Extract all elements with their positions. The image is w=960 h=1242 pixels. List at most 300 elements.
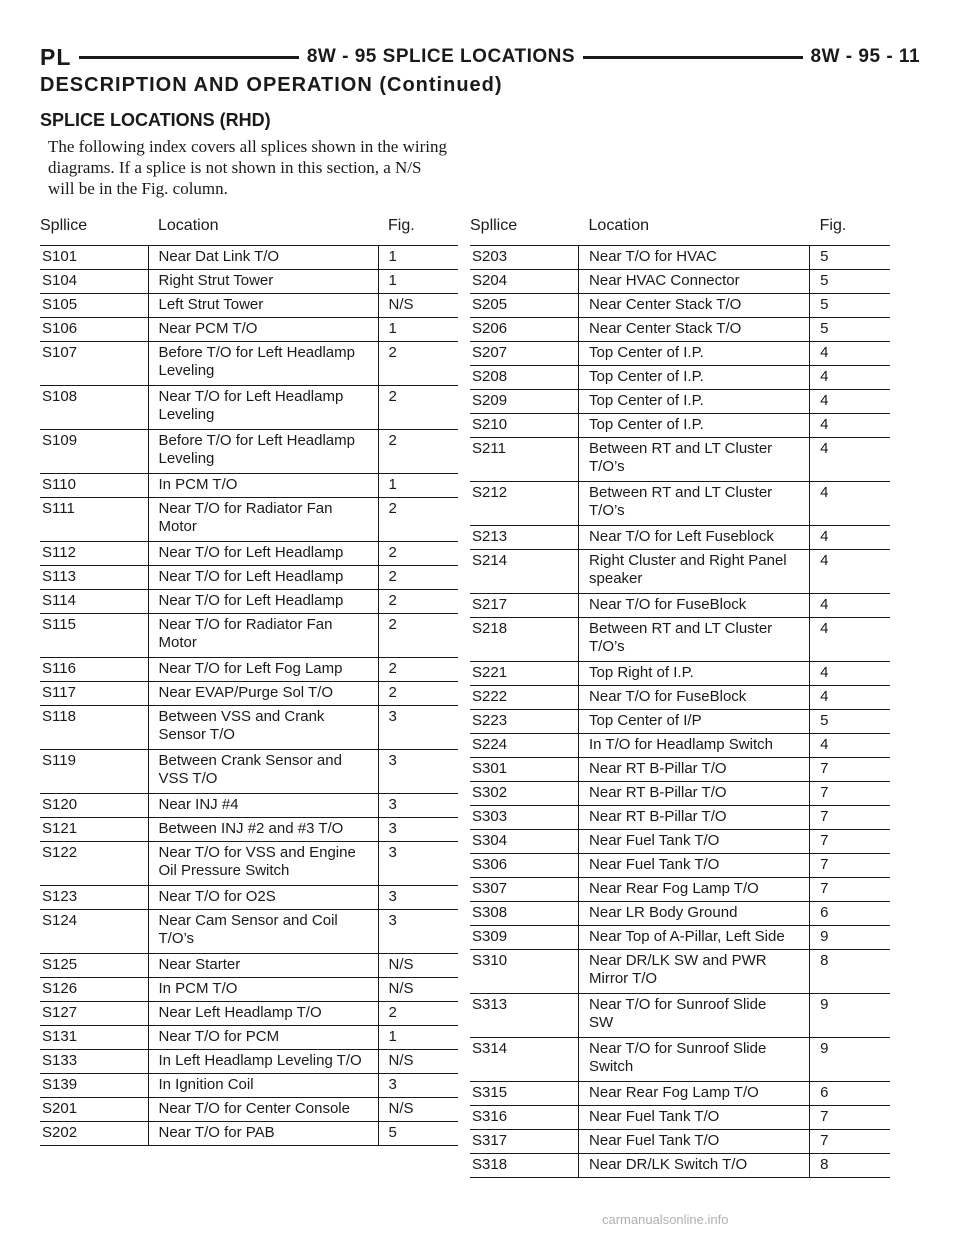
splice-id: S131 <box>40 1026 148 1050</box>
splice-id: S308 <box>470 902 579 926</box>
location-line: Near Center Stack T/O <box>589 320 742 337</box>
splice-location <box>579 294 810 318</box>
table-row <box>470 318 890 342</box>
table-row <box>470 1082 890 1106</box>
splice-location <box>579 318 810 342</box>
location-line: Top Center of I.P. <box>589 368 704 385</box>
location-line: Sensor T/O <box>158 726 235 743</box>
splice-id: S127 <box>40 1002 148 1026</box>
splice-id: S108 <box>40 386 148 430</box>
section-title: DESCRIPTION AND OPERATION (Continued) <box>40 74 503 96</box>
location-line: Near T/O for FuseBlock <box>589 688 747 705</box>
splice-id: S214 <box>470 550 579 594</box>
column-header-splice: Spllice <box>40 212 148 246</box>
table-row <box>470 246 890 270</box>
table-row <box>470 950 890 994</box>
splice-location <box>579 830 810 854</box>
location-line: Oil Pressure Switch <box>158 862 290 879</box>
splice-location <box>579 390 810 414</box>
table-row <box>470 830 890 854</box>
splice-id: S208 <box>470 366 579 390</box>
location-line: In T/O for Headlamp Switch <box>589 736 773 753</box>
splice-id: S221 <box>470 662 579 686</box>
table-row <box>40 474 458 498</box>
fig-number: 8 <box>810 1154 890 1178</box>
location-line: Near Center Stack T/O <box>589 296 742 313</box>
splice-location <box>579 758 810 782</box>
location-line: Right Strut Tower <box>158 272 274 289</box>
splice-id: S125 <box>40 954 148 978</box>
splice-id: S109 <box>40 430 148 474</box>
table-row <box>470 270 890 294</box>
fig-number: 2 <box>378 342 458 386</box>
location-line: Near T/O for Left Headlamp <box>158 544 344 561</box>
fig-number: 2 <box>378 658 458 682</box>
fig-number: 7 <box>810 830 890 854</box>
table-row <box>40 590 458 614</box>
splice-id: S205 <box>470 294 579 318</box>
fig-number: 6 <box>810 1082 890 1106</box>
table-row <box>40 954 458 978</box>
location-line: Near T/O for O2S <box>158 888 276 905</box>
splice-id: S111 <box>40 498 148 542</box>
location-line: Near EVAP/Purge Sol T/O <box>158 684 334 701</box>
splice-id: S207 <box>470 342 579 366</box>
header-page-number: 8W - 95 - 11 <box>810 46 921 67</box>
location-line: Near Starter <box>158 956 241 973</box>
table-row <box>40 294 458 318</box>
fig-number: 2 <box>378 682 458 706</box>
table-row <box>470 758 890 782</box>
header-rule-left <box>79 56 298 59</box>
splice-location <box>579 1106 810 1130</box>
location-line: Near Dat Link T/O <box>158 248 280 265</box>
splice-id: S309 <box>470 926 579 950</box>
table-row <box>40 1098 458 1122</box>
splice-id: S110 <box>40 474 148 498</box>
fig-number: 4 <box>810 662 890 686</box>
location-line: Before T/O for Left Headlamp <box>158 432 355 449</box>
splice-location <box>579 734 810 758</box>
table-row <box>40 498 458 542</box>
fig-number: 4 <box>810 594 890 618</box>
fig-number: 9 <box>810 1038 890 1082</box>
splice-location <box>579 550 810 594</box>
splice-id: S139 <box>40 1074 148 1098</box>
table-row <box>40 1026 458 1050</box>
splice-location <box>579 438 810 482</box>
splice-id: S213 <box>470 526 579 550</box>
location-line: Between RT and LT Cluster <box>589 484 773 501</box>
fig-number: 3 <box>378 910 458 954</box>
header-section: 8W - 95 SPLICE LOCATIONS <box>306 46 576 67</box>
splice-location <box>579 1038 810 1082</box>
splice-location <box>579 526 810 550</box>
fig-number: 3 <box>378 750 458 794</box>
location-line: In Left Headlamp Leveling T/O <box>158 1052 362 1069</box>
fig-number: N/S <box>378 954 458 978</box>
table-row <box>470 414 890 438</box>
splice-id: S107 <box>40 342 148 386</box>
table-row <box>470 782 890 806</box>
fig-number: 4 <box>810 414 890 438</box>
location-line: Near RT B-Pillar T/O <box>589 808 727 825</box>
splice-id: S307 <box>470 878 579 902</box>
table-row <box>40 706 458 750</box>
fig-number: 4 <box>810 390 890 414</box>
column-header-fig: Fig. <box>810 212 890 246</box>
splice-id: S212 <box>470 482 579 526</box>
location-line: Between RT and LT Cluster <box>589 620 773 637</box>
splice-location <box>148 842 378 886</box>
table-row <box>40 818 458 842</box>
splice-location <box>148 498 378 542</box>
splice-id: S304 <box>470 830 579 854</box>
fig-number: 3 <box>378 842 458 886</box>
location-line: Near Top of A-Pillar, Left Side <box>589 928 785 945</box>
splice-location <box>579 1154 810 1178</box>
location-line: Between RT and LT Cluster <box>589 440 773 457</box>
fig-number: 7 <box>810 878 890 902</box>
splice-location <box>148 342 378 386</box>
location-line: Near T/O for Radiator Fan <box>158 500 333 517</box>
splice-location <box>148 474 378 498</box>
fig-number: 9 <box>810 994 890 1038</box>
fig-number: 7 <box>810 854 890 878</box>
table-row <box>40 386 458 430</box>
location-line: Top Right of I.P. <box>589 664 694 681</box>
table-row <box>40 430 458 474</box>
splice-location <box>579 1082 810 1106</box>
fig-number: 3 <box>378 794 458 818</box>
location-line: Left Strut Tower <box>158 296 264 313</box>
fig-number: 2 <box>378 614 458 658</box>
table-header-row <box>470 212 890 246</box>
location-line: Between VSS and Crank <box>158 708 325 725</box>
splice-location <box>579 854 810 878</box>
table-row <box>470 550 890 594</box>
splice-id: S316 <box>470 1106 579 1130</box>
location-line: Near RT B-Pillar T/O <box>589 760 727 777</box>
location-line: Leveling <box>158 450 215 467</box>
splice-id: S121 <box>40 818 148 842</box>
splice-location <box>579 782 810 806</box>
splice-location <box>148 658 378 682</box>
location-line: Near T/O for HVAC <box>589 248 717 265</box>
splice-location <box>148 590 378 614</box>
splice-id: S113 <box>40 566 148 590</box>
splice-location <box>148 682 378 706</box>
location-line: Near Fuel Tank T/O <box>589 856 720 873</box>
table-row <box>470 1038 890 1082</box>
splice-location <box>579 662 810 686</box>
fig-number: 7 <box>810 1130 890 1154</box>
location-line: In Ignition Coil <box>158 1076 254 1093</box>
column-header-location: Location <box>579 212 810 246</box>
fig-number: 5 <box>810 270 890 294</box>
table-row <box>470 710 890 734</box>
splice-location <box>148 614 378 658</box>
fig-number: 2 <box>378 590 458 614</box>
fig-number: 3 <box>378 886 458 910</box>
splice-location <box>579 618 810 662</box>
splice-id: S306 <box>470 854 579 878</box>
splice-location <box>579 1130 810 1154</box>
table-row <box>40 1074 458 1098</box>
splice-location <box>148 1074 378 1098</box>
header-model: PL <box>40 43 72 70</box>
location-line: T/O’s <box>158 930 195 947</box>
location-line: Motor <box>158 634 197 651</box>
table-row <box>470 1130 890 1154</box>
location-line: Near Fuel Tank T/O <box>589 1132 720 1149</box>
fig-number: 5 <box>810 710 890 734</box>
column-header-fig: Fig. <box>378 212 458 246</box>
splice-location <box>148 246 378 270</box>
location-line: Near LR Body Ground <box>589 904 738 921</box>
table-row <box>40 1002 458 1026</box>
splice-id: S118 <box>40 706 148 750</box>
location-line: speaker <box>589 570 643 587</box>
table-row <box>470 618 890 662</box>
location-line: Near T/O for FuseBlock <box>589 596 747 613</box>
splice-id: S313 <box>470 994 579 1038</box>
splice-id: S105 <box>40 294 148 318</box>
splice-id: S114 <box>40 590 148 614</box>
fig-number: 7 <box>810 782 890 806</box>
fig-number: 5 <box>810 294 890 318</box>
fig-number: 2 <box>378 386 458 430</box>
splice-location <box>148 818 378 842</box>
splice-location <box>579 594 810 618</box>
splice-location <box>148 430 378 474</box>
location-line: Near T/O for PCM <box>158 1028 280 1045</box>
fig-number: 1 <box>378 246 458 270</box>
splice-id: S106 <box>40 318 148 342</box>
location-line: Near Left Headlamp T/O <box>158 1004 322 1021</box>
location-line: Top Center of I/P <box>589 712 702 729</box>
splice-location <box>579 950 810 994</box>
splice-id: S120 <box>40 794 148 818</box>
fig-number: 2 <box>378 542 458 566</box>
table-row <box>40 318 458 342</box>
fig-number: 7 <box>810 1106 890 1130</box>
splice-id: S222 <box>470 686 579 710</box>
fig-number: N/S <box>378 1050 458 1074</box>
table-row <box>40 910 458 954</box>
location-line: Near Rear Fog Lamp T/O <box>589 1084 759 1101</box>
fig-number: 2 <box>378 1002 458 1026</box>
splice-location <box>579 246 810 270</box>
fig-number: N/S <box>378 294 458 318</box>
splice-id: S116 <box>40 658 148 682</box>
fig-number: 4 <box>810 686 890 710</box>
splice-table-left <box>40 212 458 1146</box>
splice-location <box>579 414 810 438</box>
location-line: Leveling <box>158 362 215 379</box>
location-line: Near T/O for Sunroof Slide <box>589 996 767 1013</box>
table-row <box>40 682 458 706</box>
table-row <box>40 566 458 590</box>
location-line: T/O’s <box>589 458 625 475</box>
table-row <box>40 246 458 270</box>
splice-id: S211 <box>470 438 579 482</box>
column-header-location: Location <box>148 212 378 246</box>
location-line: Near Fuel Tank T/O <box>589 1108 720 1125</box>
splice-location <box>148 978 378 1002</box>
fig-number: 3 <box>378 818 458 842</box>
fig-number: 4 <box>810 366 890 390</box>
fig-number: 5 <box>378 1122 458 1146</box>
location-line: Near T/O for Sunroof Slide <box>589 1040 767 1057</box>
fig-number: 4 <box>810 438 890 482</box>
splice-location <box>148 910 378 954</box>
table-row <box>470 526 890 550</box>
splice-id: S224 <box>470 734 579 758</box>
table-row <box>470 662 890 686</box>
fig-number: 3 <box>378 706 458 750</box>
location-line: Near T/O for Left Headlamp <box>158 568 344 585</box>
splice-id: S206 <box>470 318 579 342</box>
intro-paragraph: The following index covers all splices shown in the wiring diagrams. If a splice is not shown in this section, a N/S will be in the Fig. column. <box>48 137 447 198</box>
splice-id: S126 <box>40 978 148 1002</box>
location-line: Near INJ #4 <box>158 796 239 813</box>
splice-id: S218 <box>470 618 579 662</box>
table-row <box>470 1106 890 1130</box>
splice-id: S104 <box>40 270 148 294</box>
location-line: Near PCM T/O <box>158 320 258 337</box>
splice-location <box>148 1122 378 1146</box>
location-line: Near T/O for PAB <box>158 1124 275 1141</box>
fig-number: 2 <box>378 566 458 590</box>
page-header <box>40 42 920 72</box>
fig-number: 2 <box>378 498 458 542</box>
table-row <box>470 438 890 482</box>
fig-number: N/S <box>378 1098 458 1122</box>
splice-location <box>579 806 810 830</box>
splice-location <box>579 926 810 950</box>
table-row <box>40 1122 458 1146</box>
splice-table-right <box>470 212 890 1178</box>
splice-location <box>579 270 810 294</box>
location-line: Near DR/LK SW and PWR <box>589 952 767 969</box>
table-row <box>40 614 458 658</box>
splice-id: S318 <box>470 1154 579 1178</box>
splice-id: S315 <box>470 1082 579 1106</box>
splice-id: S201 <box>40 1098 148 1122</box>
splice-location <box>148 270 378 294</box>
splice-location <box>148 1026 378 1050</box>
splice-id: S203 <box>470 246 579 270</box>
location-line: Near T/O for Left Fuseblock <box>589 528 774 545</box>
fig-number: 2 <box>378 430 458 474</box>
location-line: In PCM T/O <box>158 476 238 493</box>
location-line: Top Center of I.P. <box>589 392 704 409</box>
splice-id: S112 <box>40 542 148 566</box>
splice-location <box>148 386 378 430</box>
splice-id: S303 <box>470 806 579 830</box>
splice-location <box>148 750 378 794</box>
watermark: carmanualsonline.info <box>602 1212 729 1227</box>
fig-number: 4 <box>810 482 890 526</box>
splice-location <box>579 366 810 390</box>
fig-number: N/S <box>378 978 458 1002</box>
table-row <box>470 342 890 366</box>
splice-id: S133 <box>40 1050 148 1074</box>
table-row <box>40 842 458 886</box>
column-header-splice: Spllice <box>470 212 579 246</box>
table-row <box>40 342 458 386</box>
splice-id: S115 <box>40 614 148 658</box>
fig-number: 1 <box>378 270 458 294</box>
location-line: Near HVAC Connector <box>589 272 740 289</box>
location-line: Between Crank Sensor and <box>158 752 342 769</box>
table-row <box>40 794 458 818</box>
fig-number: 9 <box>810 926 890 950</box>
location-line: Near DR/LK Switch T/O <box>589 1156 748 1173</box>
splice-id: S301 <box>470 758 579 782</box>
location-line: Mirror T/O <box>589 970 658 987</box>
splice-location <box>148 794 378 818</box>
table-row <box>40 658 458 682</box>
location-line: Between INJ #2 and #3 T/O <box>158 820 344 837</box>
table-row <box>470 482 890 526</box>
splice-id: S123 <box>40 886 148 910</box>
splice-id: S317 <box>470 1130 579 1154</box>
splice-location <box>148 542 378 566</box>
splice-location <box>579 482 810 526</box>
splice-id: S302 <box>470 782 579 806</box>
table-row <box>40 750 458 794</box>
splice-id: S209 <box>470 390 579 414</box>
splice-location <box>579 342 810 366</box>
splice-location <box>148 1050 378 1074</box>
location-line: Near Fuel Tank T/O <box>589 832 720 849</box>
location-line: Motor <box>158 518 197 535</box>
table-header-row <box>40 212 458 246</box>
location-line: Leveling <box>158 406 215 423</box>
location-line: Switch <box>589 1058 634 1075</box>
table-row <box>40 978 458 1002</box>
splice-id: S122 <box>40 842 148 886</box>
location-line: Near RT B-Pillar T/O <box>589 784 727 801</box>
splice-location <box>579 994 810 1038</box>
splice-location <box>579 902 810 926</box>
location-line: SW <box>589 1014 614 1031</box>
location-line: Near T/O for Left Fog Lamp <box>158 660 343 677</box>
location-line: Near Cam Sensor and Coil <box>158 912 338 929</box>
table-row <box>470 294 890 318</box>
table-row <box>470 1154 890 1178</box>
splice-id: S101 <box>40 246 148 270</box>
table-row <box>470 366 890 390</box>
splice-location <box>579 878 810 902</box>
location-line: Right Cluster and Right Panel <box>589 552 787 569</box>
splice-location <box>148 1098 378 1122</box>
splice-location <box>148 706 378 750</box>
table-row <box>470 734 890 758</box>
fig-number: 1 <box>378 318 458 342</box>
location-line: Near T/O for VSS and Engine <box>158 844 356 861</box>
table-row <box>470 926 890 950</box>
splice-location <box>148 566 378 590</box>
location-line: T/O’s <box>589 502 625 519</box>
splice-id: S119 <box>40 750 148 794</box>
fig-number: 4 <box>810 342 890 366</box>
table-row <box>470 594 890 618</box>
table-row <box>470 854 890 878</box>
location-line: Top Center of I.P. <box>589 344 704 361</box>
